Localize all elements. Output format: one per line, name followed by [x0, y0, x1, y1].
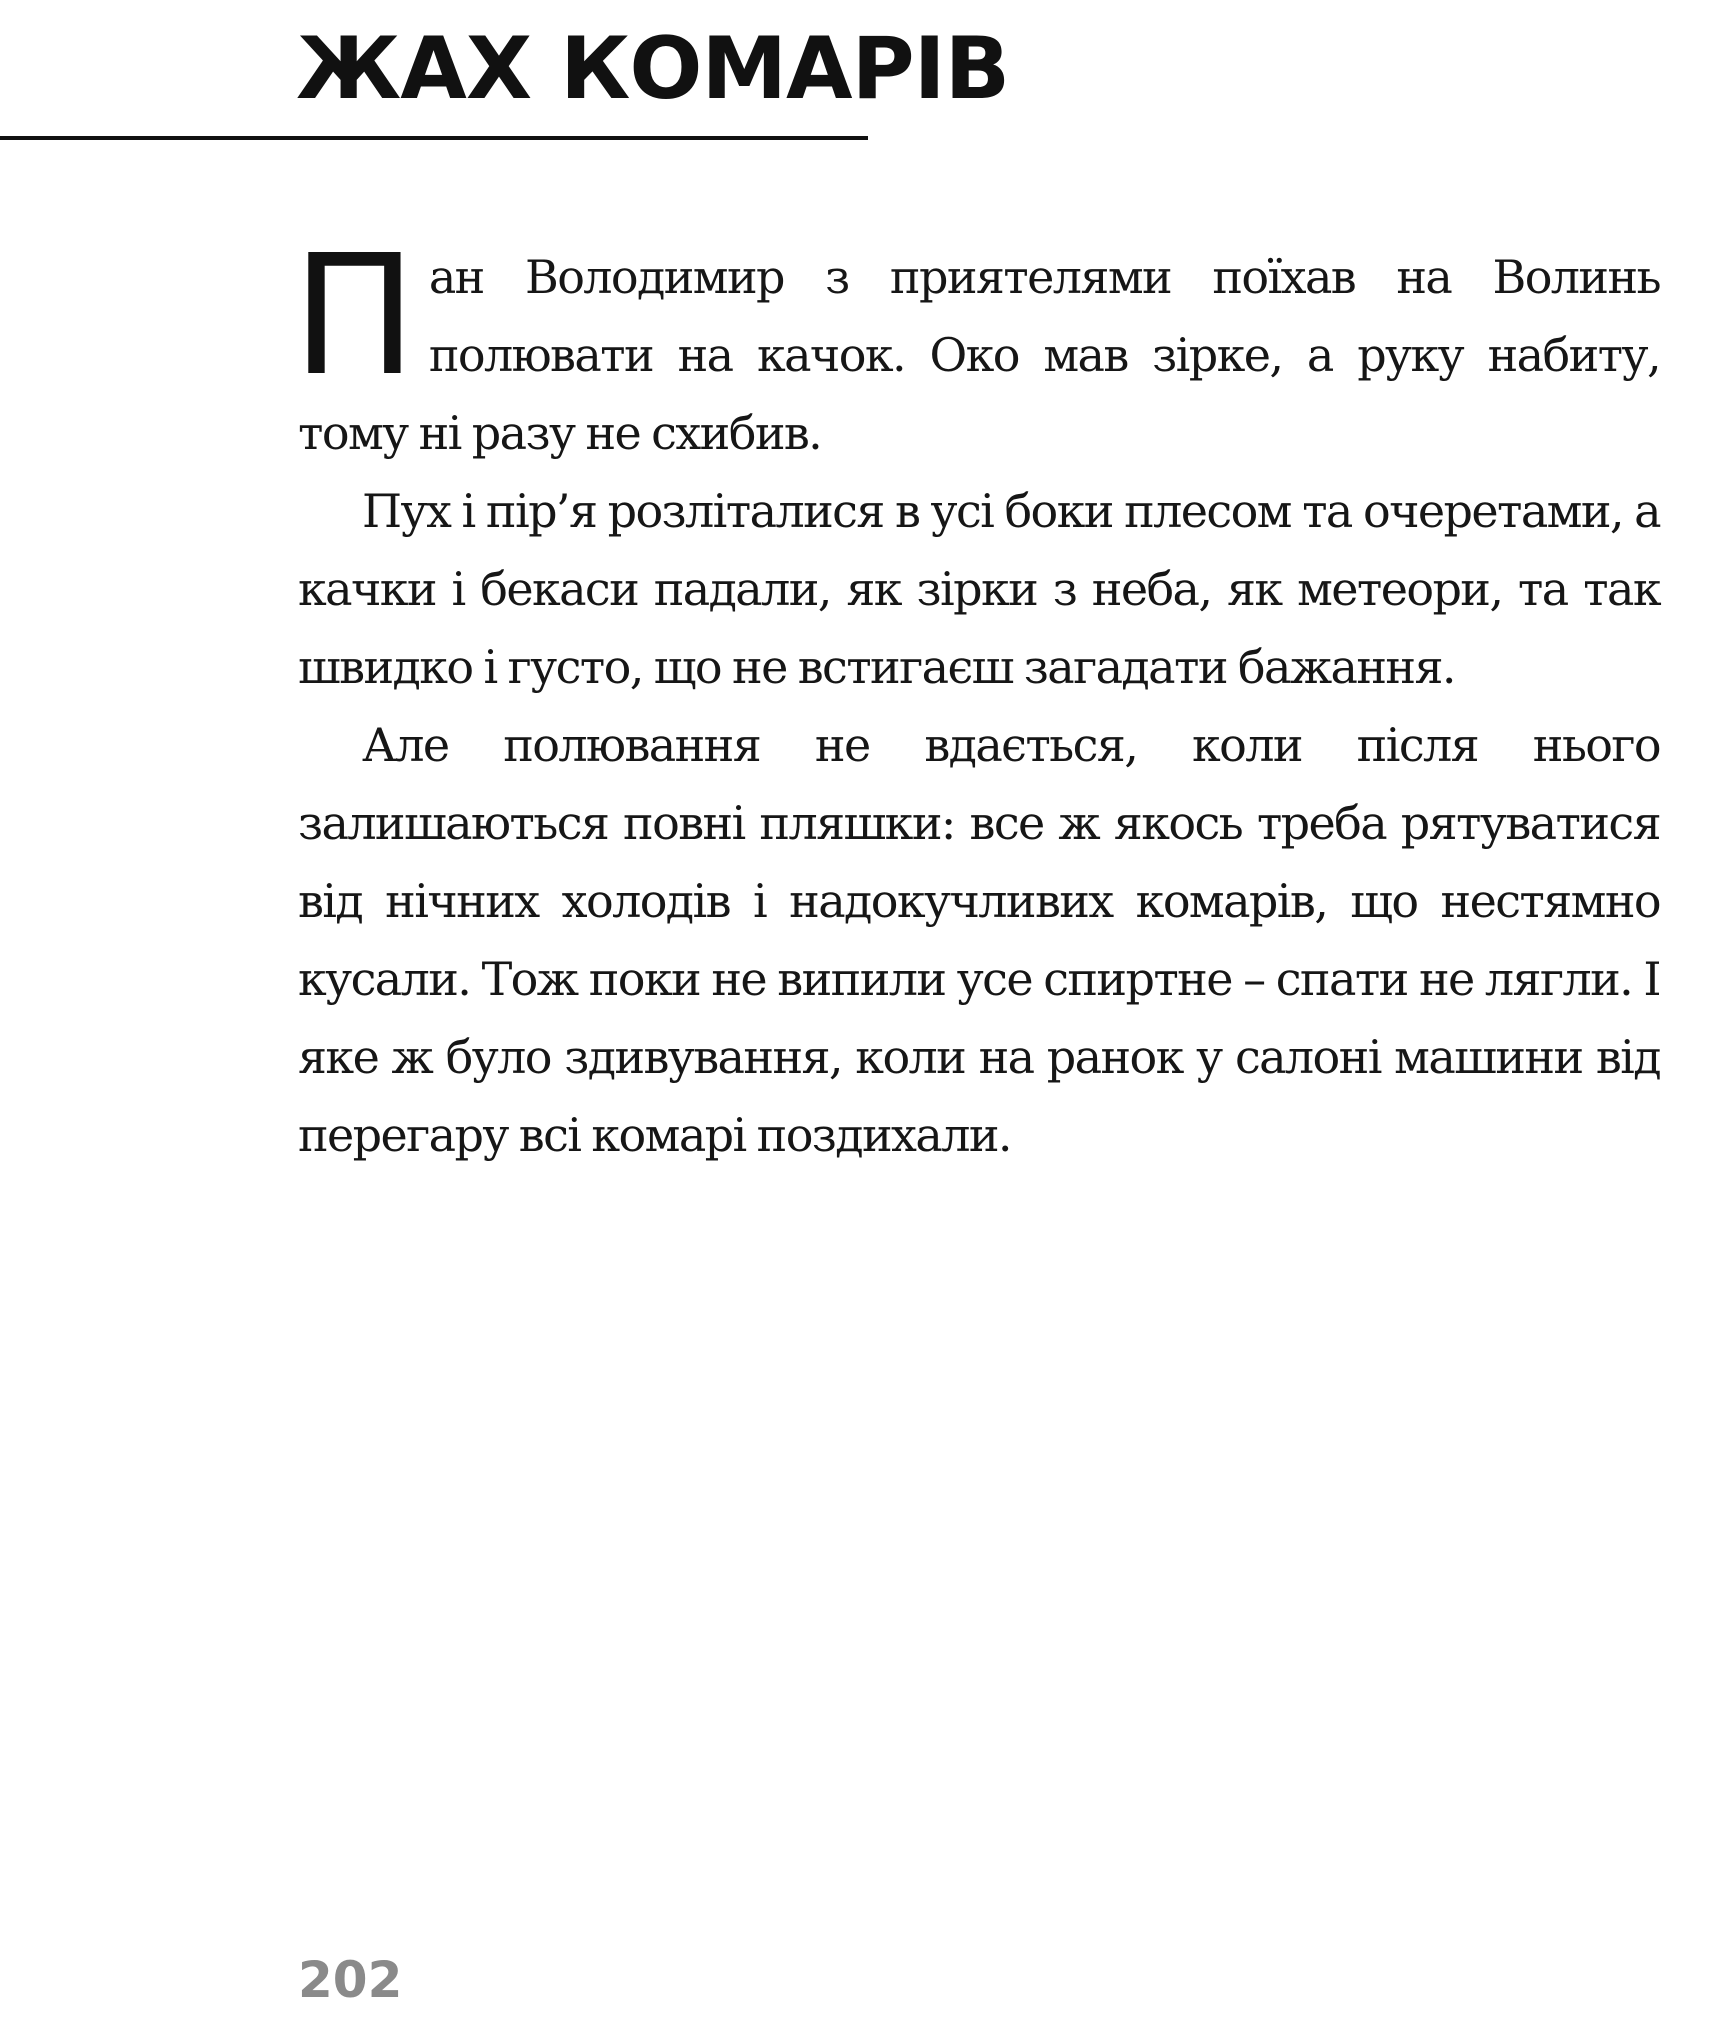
- title-underline: [0, 136, 868, 140]
- story-text: [292, 220, 1660, 1174]
- chapter-title: ЖАХ КОМАРІВ: [296, 19, 1010, 119]
- page-number: 202: [298, 1951, 403, 2009]
- paragraph-3: Але полювання не вдається, коли після нього залишаються повні пляшки: все ж якось треба рятуватися від нічних холодів і надокучливих комарів, що нестямно кусали. Тож поки не випили усе спиртне – спати не лягли. І яке ж було здивування, коли на ранок у салоні машини від перегару всі комарі поздихали.: [298, 718, 1660, 1162]
- paragraph-2: Пух і пір’я розліталися в усі боки плесом та очеретами, а качки і бекаси падали, як зірки з неба, як метеори, та так швидко і густо, що не встигаєш загадати бажання.: [298, 484, 1660, 694]
- paragraph-1-text: ан Володимир з приятелями поїхав на Волинь полювати на качок. Око мав зірке, а руку набиту, тому ні разу не схибив.: [298, 250, 1660, 460]
- paragraph-1: [292, 220, 1660, 472]
- drop-cap: П: [292, 220, 417, 413]
